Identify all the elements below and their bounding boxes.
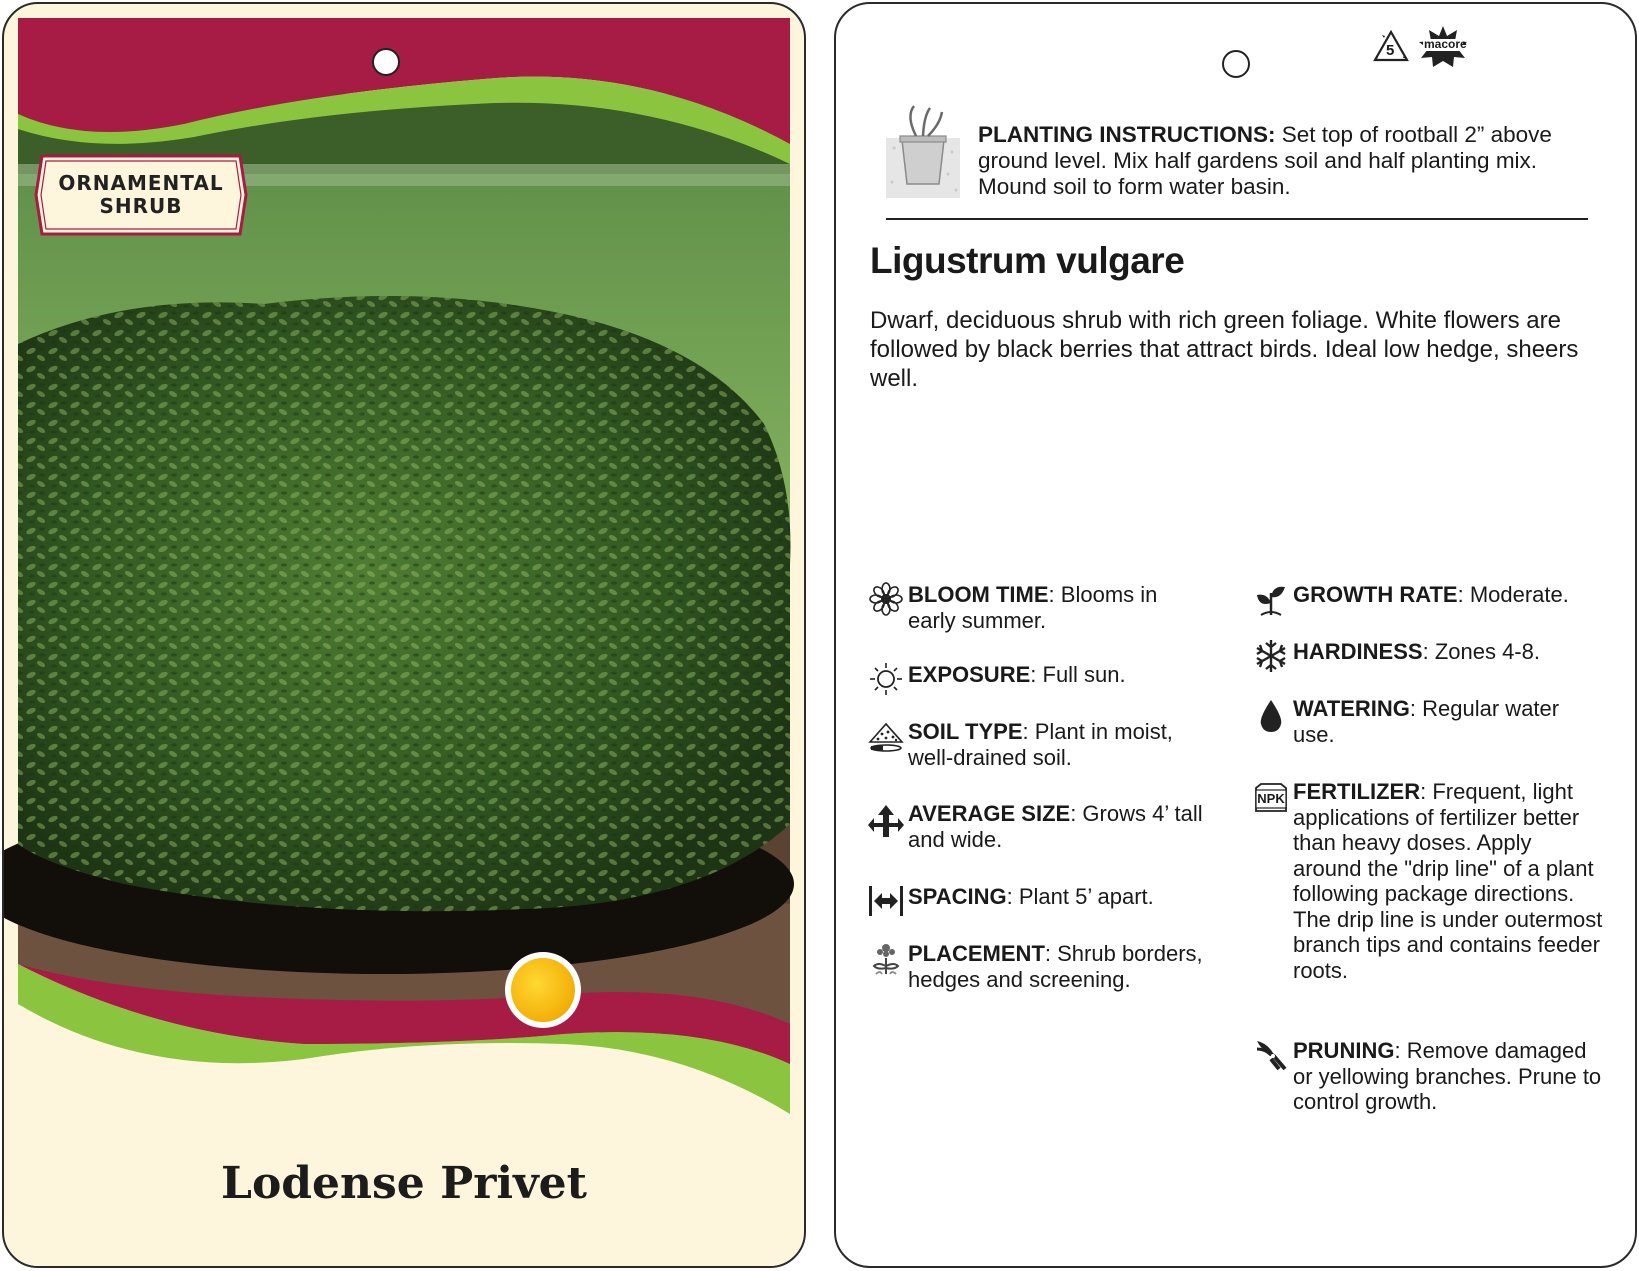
planting-label: PLANTING INSTRUCTIONS: — [978, 122, 1276, 147]
recycle-number: 5 — [1386, 42, 1395, 59]
planting-pot-icon — [886, 104, 960, 198]
growth-rate-value: Moderate. — [1469, 582, 1569, 607]
watering-value: Regular water use. — [1293, 696, 1560, 747]
attribute-pruning: PRUNING: Remove damaged or yellowing branches. Prune to control growth. — [1293, 1038, 1603, 1115]
plant-description: Dwarf, deciduous shrub with rich green foliage. White flowers are followed by black berries that attract birds. Ideal low hedge, sheers well. — [870, 307, 1579, 392]
snowflake-icon — [1253, 638, 1289, 674]
soil-type-label: SOIL TYPE — [908, 719, 1023, 744]
soil-icon — [868, 718, 904, 754]
planting-instructions — [978, 122, 1598, 200]
placement-value: Shrub borders, hedges and screening. — [908, 941, 1203, 992]
soil-type-value: Plant in moist, well-drained soil. — [908, 719, 1173, 770]
spacing-icon — [868, 882, 904, 918]
hardiness-value: Zones 4-8. — [1434, 639, 1540, 664]
bloom-time-label: BLOOM TIME — [908, 582, 1049, 607]
back-tag — [834, 2, 1637, 1268]
spacing-value: Plant 5’ apart. — [1018, 884, 1154, 909]
sprout-icon — [1253, 581, 1289, 617]
attribute-growth-rate: GROWTH RATE: Moderate. — [1293, 582, 1603, 608]
badge-text — [34, 172, 248, 218]
hardiness-label: HARDINESS — [1293, 639, 1423, 664]
average-size-value: Grows 4’ tall and wide. — [908, 801, 1203, 852]
attribute-fertilizer: NPK FERTILIZER: Frequent, light applications of fertilizer better than heavy doses. Apply around the "drip line" of a plant following package directions. The drip line is under outermost branch tips and contains feeder roots. — [1293, 779, 1603, 983]
exposure-value: Full sun. — [1042, 662, 1126, 687]
placement-label: PLACEMENT — [908, 941, 1045, 966]
sun-exposure-icon — [511, 958, 575, 1022]
placement-icon — [868, 940, 904, 976]
category-badge — [34, 154, 248, 236]
recycle-marks — [1371, 24, 1471, 68]
plant-common-name: Lodense Privet — [221, 1158, 587, 1209]
planting-text: Set top of rootball 2” above ground level. Mix half gardens soil and half planting mix. Mound soil to form water basin. — [978, 122, 1552, 199]
attribute-exposure: EXPOSURE: Full sun. — [908, 662, 1198, 688]
botanical-name: Ligustrum vulgare — [870, 240, 1185, 281]
exposure-label: EXPOSURE — [908, 662, 1031, 687]
attribute-bloom-time: BLOOM TIME: Blooms in early summer. — [908, 582, 1198, 633]
fertilizer-label: FERTILIZER — [1293, 779, 1421, 804]
watering-label: WATERING — [1293, 696, 1410, 721]
hang-hole — [1222, 50, 1250, 78]
recycle-brand: macore — [1424, 37, 1467, 51]
flower-icon — [868, 581, 904, 617]
divider-line — [886, 218, 1588, 220]
hang-hole — [372, 48, 400, 76]
badge-line-2: SHRUB — [99, 194, 183, 218]
attribute-spacing: SPACING: Plant 5’ apart. — [908, 884, 1208, 910]
spacing-label: SPACING — [908, 884, 1007, 909]
attribute-soil-type: SOIL TYPE: Plant in moist, well-drained soil. — [908, 719, 1208, 770]
pruners-icon — [1253, 1037, 1289, 1073]
growth-rate-label: GROWTH RATE — [1293, 582, 1458, 607]
attribute-placement: PLACEMENT: Shrub borders, hedges and screening. — [908, 941, 1218, 992]
sun-icon — [868, 661, 904, 697]
attribute-hardiness: HARDINESS: Zones 4-8. — [1293, 639, 1603, 665]
water-drop-icon — [1253, 698, 1289, 734]
size-arrows-icon — [868, 803, 904, 839]
attribute-watering: WATERING: Regular water use. — [1293, 696, 1603, 747]
bloom-time-value: Blooms in early summer. — [908, 582, 1158, 633]
average-size-label: AVERAGE SIZE — [908, 801, 1071, 826]
pruning-value: Remove damaged or yellowing branches. Prune to control growth. — [1293, 1038, 1602, 1114]
fertilizer-icon-text: NPK — [1257, 791, 1285, 806]
attribute-average-size: AVERAGE SIZE: Grows 4’ tall and wide. — [908, 801, 1208, 852]
pruning-label: PRUNING — [1293, 1038, 1395, 1063]
fertilizer-value: Frequent, light applications of fertilizer better than heavy doses. Apply around the "drip line" of a plant following package directions. The drip line is under outermost branch tips and contains feeder roots. — [1293, 779, 1603, 983]
fertilizer-icon — [1253, 782, 1289, 818]
badge-line-1: ORNAMENTAL — [58, 171, 224, 195]
front-tag — [2, 2, 806, 1268]
